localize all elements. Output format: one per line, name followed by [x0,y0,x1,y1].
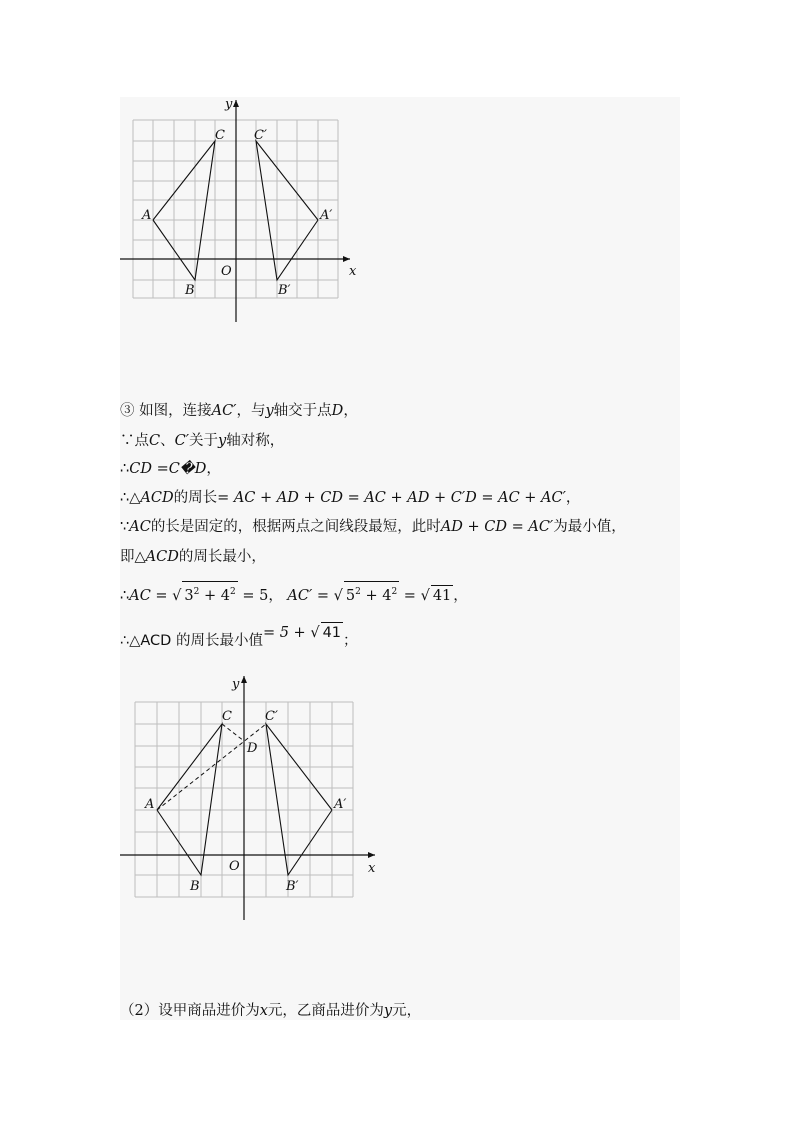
part-2-line: （2）设甲商品进价为x元，乙商品进价为y元， [120,1003,422,1019]
point-b-label-2: B [190,879,200,894]
point-a-prime-label-2: A′ [334,797,347,812]
point-d-label: D [247,741,258,756]
x-axis-label: x [349,264,357,279]
point-c-prime-label-2: C′ [265,709,278,724]
origin-label: O [221,264,232,279]
origin-label-2: O [229,859,240,874]
point-a-prime-label: A′ [320,208,333,223]
point-b-prime-label: B′ [278,283,291,298]
point-c-label: C [215,128,225,143]
coordinate-figure-2 [120,670,385,925]
solution-line-1: ③ 如图，连接AC′，与y轴交于点D， [120,403,358,419]
solution-line-2: ∵点C、C′关于y轴对称， [120,433,285,449]
solution-line-4: ∴△ACD的周长= AC + AD + CD = AC + AD + C′D = AC + AC′， [120,490,581,506]
solution-line-6: 即△ACD的周长最小， [120,549,266,565]
point-b-label: B [185,283,195,298]
solution-line-3: ∴CD =C�D， [120,461,221,477]
point-c-prime-label: C′ [254,128,267,143]
solution-line-5: ∵AC的长是固定的，根据两点之间线段最短，此时AD + CD = AC′为最小值， [120,519,626,535]
coordinate-figure-1 [120,95,370,330]
point-c-label-2: C [222,709,232,724]
solution-line-8: ∴△ACD 的周长最小值= 5 + √ 41 ； [120,630,358,651]
point-a-label-2: A [145,797,155,812]
y-axis-label-2: y [232,677,240,692]
point-a-label: A [142,208,152,223]
y-axis-label: y [225,97,233,112]
x-axis-label-2: x [368,861,376,876]
solution-line-7: ∴AC = √ $3^2 + 4^2 = 5$， AC′ = √ $5^2 + 4^2$ = √ 41 ， [120,581,468,606]
point-b-prime-label-2: B′ [286,879,299,894]
